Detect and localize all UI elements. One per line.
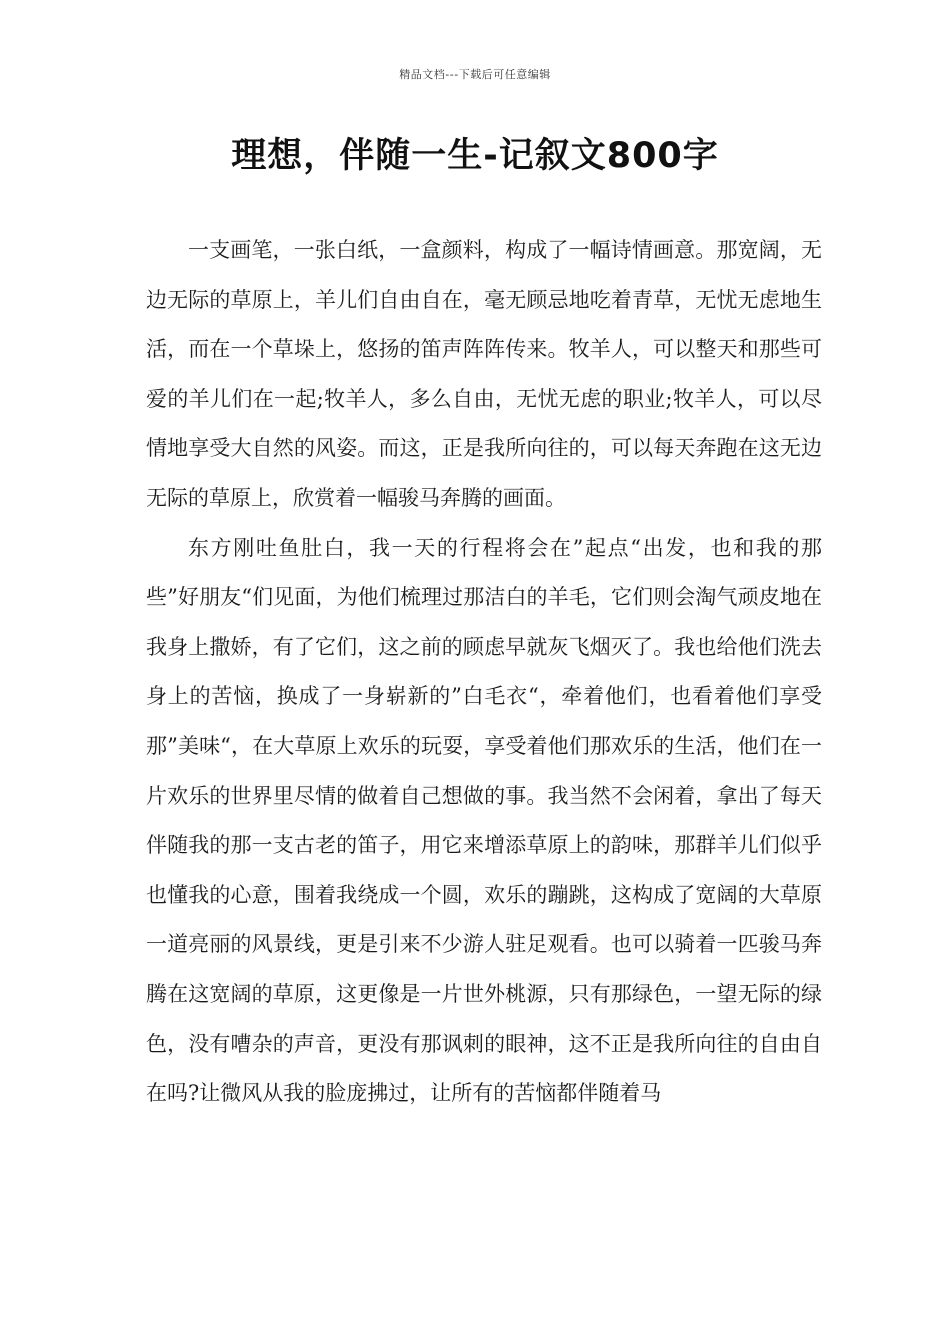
paragraph-1: 一支画笔，一张白纸，一盒颜料，构成了一幅诗情画意。那宽阔，无边无际的草原上，羊儿们自由自在，毫无顾忌地吃着青草，无忧无虑地生活，而在一个草垛上，悠扬的笛声阵阵传来。牧羊人，可以整天和那些可爱的羊儿们在一起;牧羊人，多么自由，无忧无虑的职业;牧羊人，可以尽情地享受大自然的风姿。而这，正是我所向往的，可以每天奔跑在这无边无际的草原上，欣赏着一幅骏马奔腾的画面。 — [146, 238, 822, 510]
paragraph-2: 东方刚吐鱼肚白，我一天的行程将会在”起点“出发，也和我的那些”好朋友“们见面，为他们梳理过那洁白的羊毛，它们则会淘气顽皮地在我身上撒娇，有了它们，这之前的顾虑早就灰飞烟灭了。我也给他们洗去身上的苦恼，换成了一身崭新的”白毛衣“，牵着他们，也看着他们享受那”美味“，在大草原上欢乐的玩耍，享受着他们那欢乐的生活，他们在一片欢乐的世界里尽情的做着自己想做的事。我当然不会闲着，拿出了每天伴随我的那一支古老的笛子，用它来增添草原上的韵味，那群羊儿们似乎也懂我的心意，围着我绕成一个圆，欢乐的蹦跳，这构成了宽阔的大草原一道亮丽的风景线，更是引来不少游人驻足观看。也可以骑着一匹骏马奔腾在这宽阔的草原，这更像是一片世外桃源，只有那绿色，一望无际的绿色，没有嘈杂的声音，更没有那讽刺的眼神，这不正是我所向往的自由自在吗?让微风从我的脸庞拂过，让所有的苦恼都伴随着马 — [146, 535, 822, 1106]
document-title: 理想，伴随一生-记叙文800字 — [231, 136, 719, 176]
header-note: 精品文档---下载后可任意编辑 — [399, 68, 551, 81]
document-body — [146, 226, 822, 1119]
